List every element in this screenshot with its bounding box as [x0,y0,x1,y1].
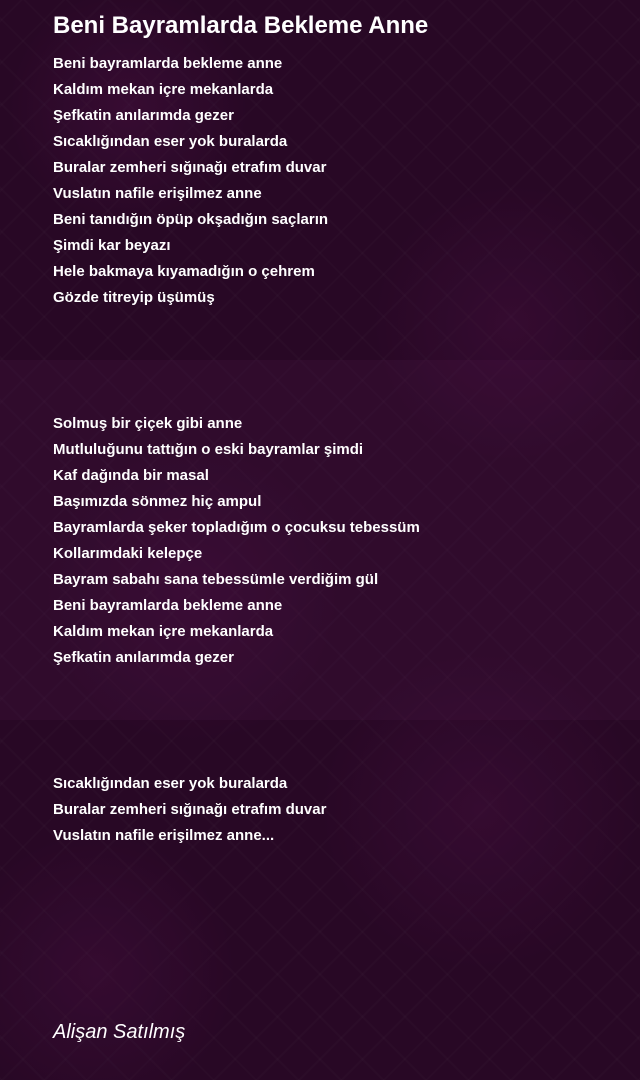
poem-line: Başımızda sönmez hiç ampul [53,493,262,510]
poem-line: Mutluluğunu tattığın o eski bayramlar şimdi [53,441,364,458]
poem-line: Bayramlarda şeker topladığım o çocuksu tebessüm [53,519,420,536]
poem-line: Beni bayramlarda bekleme anne [53,55,283,72]
poem-line: Sıcaklığından eser yok buralarda [53,133,288,150]
poem-title: Beni Bayramlarda Bekleme Anne [53,12,429,39]
poem-line: Buralar zemheri sığınağı etrafım duvar [53,801,327,818]
poem-line: Kaf dağında bir masal [53,467,209,484]
poem-line: Şimdi kar beyazı [53,237,171,254]
poem-line: Sıcaklığından eser yok buralarda [53,775,288,792]
poem-line: Vuslatın nafile erişilmez anne... [53,827,275,844]
poem-line: Kaldım mekan içre mekanlarda [53,81,274,98]
poem-line: Vuslatın nafile erişilmez anne [53,185,262,202]
stanza-1 [53,51,328,311]
poem-line: Kollarımdaki kelepçe [53,545,203,562]
poem-author: Alişan Satılmış [53,1021,186,1043]
poem-line: Beni tanıdığın öpüp okşadığın saçların [53,211,329,228]
poem-line: Bayram sabahı sana tebessümle verdiğim gül [53,571,379,588]
poem-line: Beni bayramlarda bekleme anne [53,597,283,614]
poem-line: Solmuş bir çiçek gibi anne [53,415,243,432]
stanza-2 [53,411,420,671]
poem-line: Buralar zemheri sığınağı etrafım duvar [53,159,327,176]
poem-line: Kaldım mekan içre mekanlarda [53,623,274,640]
poem-line: Şefkatin anılarımda gezer [53,107,234,124]
poem-line: Hele bakmaya kıyamadığın o çehrem [53,263,315,280]
stanza-3 [53,771,326,849]
poem-line: Şefkatin anılarımda gezer [53,649,234,666]
poem-line: Gözde titreyip üşümüş [53,289,215,306]
